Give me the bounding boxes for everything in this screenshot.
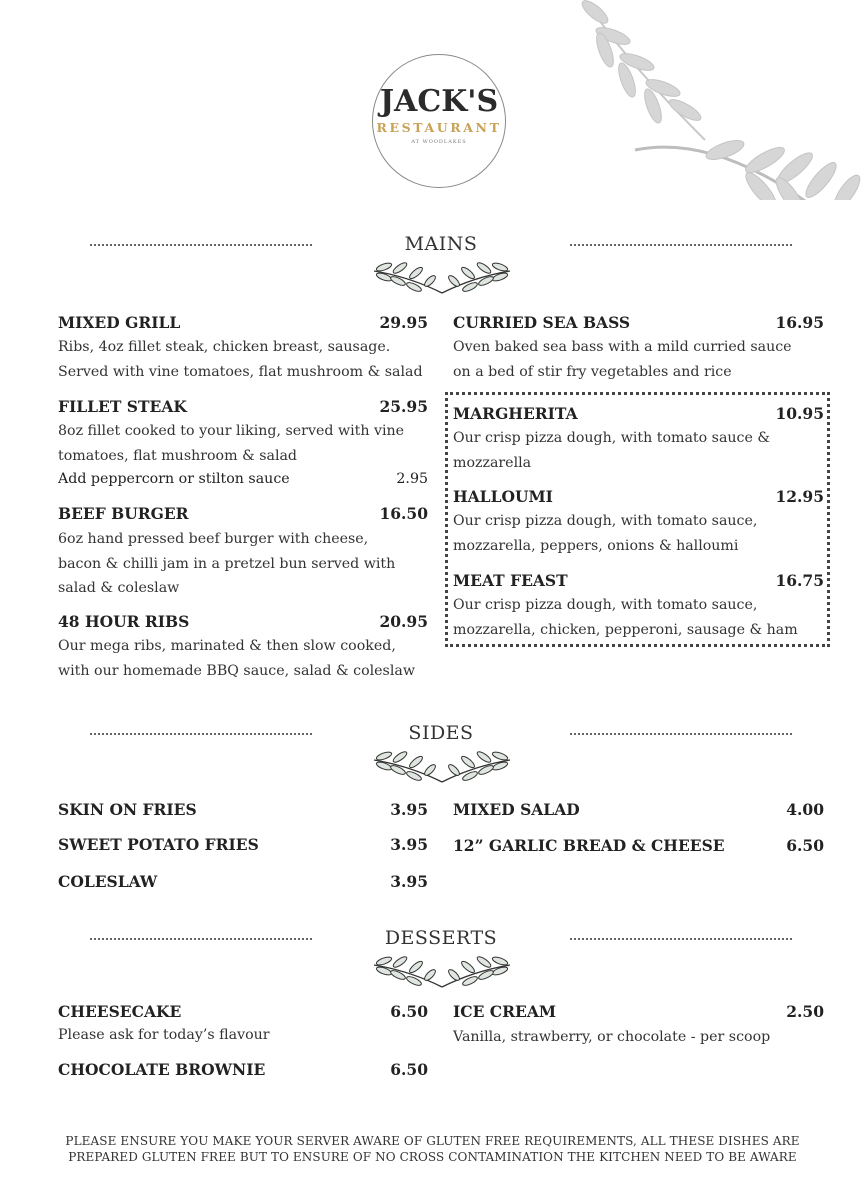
menu-item-name: MEAT FEAST <box>453 571 568 590</box>
menu-item-desc: Our crisp pizza dough, with tomato sauce, mozzarella, chicken, pepperoni, sausage & ham <box>453 597 798 638</box>
menu-item-desc: Ribs, 4oz fillet steak, chicken breast, sausage. Served with vine tomatoes, flat mushroom & salad <box>58 339 423 380</box>
menu-item-desc: Our crisp pizza dough, with tomato sauce, mozzarella, peppers, onions & halloumi <box>453 513 758 554</box>
menu-item-price: 6.50 <box>786 836 824 855</box>
laurel-icon <box>370 257 514 297</box>
menu-item-price: 16.50 <box>379 504 428 523</box>
menu-item-desc: Vanilla, strawberry, or chocolate - per scoop <box>453 1029 771 1045</box>
menu-item-name: FILLET STEAK <box>58 397 187 416</box>
menu-item-price: 25.95 <box>379 397 428 416</box>
divider-dots <box>570 244 792 246</box>
menu-item-name: MIXED GRILL <box>58 313 181 332</box>
menu-item-name: 48 HOUR RIBS <box>58 612 190 631</box>
menu-item-price: 10.95 <box>775 404 824 423</box>
laurel-icon <box>370 746 514 786</box>
laurel-icon <box>370 951 514 991</box>
menu-item-name: SWEET POTATO FRIES <box>58 835 259 854</box>
divider-dots <box>570 938 792 940</box>
olive-branch-decoration <box>565 0 865 200</box>
section-title-sides: SIDES <box>408 722 474 744</box>
menu-item-extra: Add peppercorn or stilton sauce <box>58 471 290 487</box>
menu-item-price: 20.95 <box>379 612 428 631</box>
menu-item-price: 2.50 <box>786 1002 824 1021</box>
menu-item-desc: Please ask for today’s flavour <box>58 1027 270 1043</box>
gluten-free-notice: PLEASE ENSURE YOU MAKE YOUR SERVER AWARE OF GLUTEN FREE REQUIREMENTS, ALL THESE DISHES ARE PREPARED GLUTEN FREE BUT TO ENSURE OF NO CROSS CONTAMINATION THE KITCHEN NEED TO BE AWARE <box>65 1134 800 1164</box>
menu-item-name: CHOCOLATE BROWNIE <box>58 1060 266 1079</box>
menu-item-name: COLESLAW <box>58 872 158 891</box>
divider-dots <box>90 938 312 940</box>
menu-item-price: 3.95 <box>390 872 428 891</box>
menu-item-price: 3.95 <box>390 800 428 819</box>
menu-item-price: 4.00 <box>786 800 824 819</box>
restaurant-logo <box>372 54 506 188</box>
menu-item-name: MIXED SALAD <box>453 800 580 819</box>
divider-dots <box>90 244 312 246</box>
section-title-mains: MAINS <box>404 233 478 255</box>
menu-item-price: 16.95 <box>775 313 824 332</box>
menu-item-desc: Our mega ribs, marinated & then slow cooked, with our homemade BBQ sauce, salad & coleslaw <box>58 638 415 679</box>
logo-tagline: AT WOODLAKES <box>411 139 467 145</box>
divider-dots <box>90 733 312 735</box>
menu-item-name: MARGHERITA <box>453 404 578 423</box>
section-title-desserts: DESSERTS <box>384 927 498 949</box>
menu-item-price: 12.95 <box>775 487 824 506</box>
menu-item-extra-price: 2.95 <box>396 471 428 487</box>
menu-item-price: 6.50 <box>390 1002 428 1021</box>
logo-name: JACK'S <box>379 84 499 119</box>
menu-item-price: 16.75 <box>775 571 824 590</box>
menu-item-price: 3.95 <box>390 835 428 854</box>
menu-item-desc: 6oz hand pressed beef burger with cheese, bacon & chilli jam in a pretzel bun served with salad & coleslaw <box>58 531 396 596</box>
menu-item-name: ICE CREAM <box>453 1002 557 1021</box>
divider-dots <box>570 733 792 735</box>
menu-item-name: CURRIED SEA BASS <box>453 313 631 332</box>
menu-item-price: 6.50 <box>390 1060 428 1079</box>
menu-item-name: HALLOUMI <box>453 487 553 506</box>
menu-item-name: BEEF BURGER <box>58 504 189 523</box>
menu-item-desc: 8oz fillet cooked to your liking, served with vine tomatoes, flat mushroom & salad <box>58 423 405 464</box>
menu-item-price: 29.95 <box>379 313 428 332</box>
menu-item-name: CHEESECAKE <box>58 1002 182 1021</box>
menu-item-desc: Our crisp pizza dough, with tomato sauce & mozzarella <box>453 430 771 471</box>
menu-item-name: SKIN ON FRIES <box>58 800 197 819</box>
menu-item-name: 12” GARLIC BREAD & CHEESE <box>453 836 725 855</box>
menu-item-desc: Oven baked sea bass with a mild curried sauce on a bed of stir fry vegetables and rice <box>453 339 792 380</box>
logo-subtitle: RESTAURANT <box>376 120 502 135</box>
